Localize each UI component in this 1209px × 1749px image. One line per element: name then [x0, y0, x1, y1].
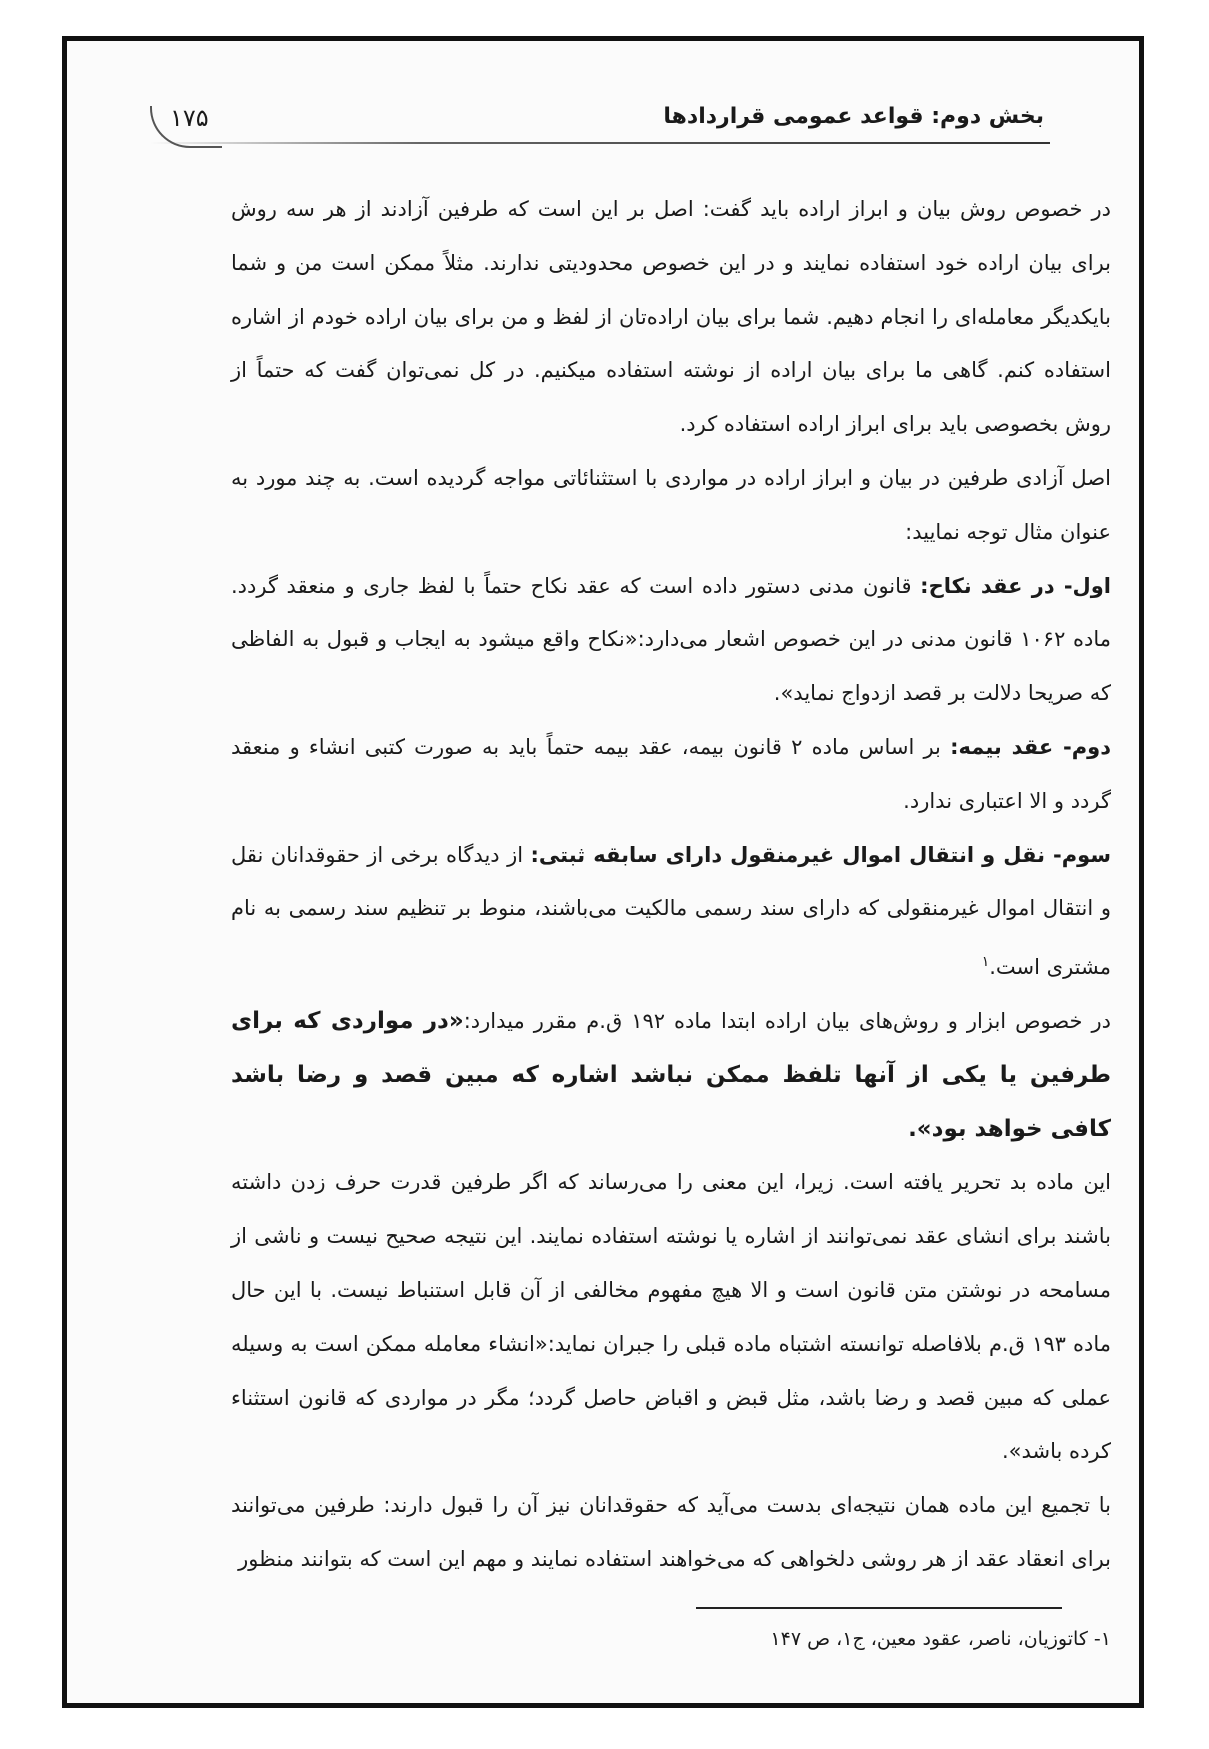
page-number: ۱۷۵	[170, 104, 209, 132]
paragraph: در خصوص روش بیان و ابراز اراده باید گفت: اصل بر این است که طرفین آزادند از هر سه روش برای بیان اراده خود استفاده نمایند و در این خصوص محدودیتی ندارند. مثلاً ممکن است من و شما بایکدیگر معامله‌ای را انجام دهیم. شما برای بیان اراده‌تان از لفظ و من برای بیان اراده خودم از اشاره استفاده کنم. گاهی ما برای بیان اراده از نوشته استفاده میکنیم. در کل نمی‌توان گفت که حتماً از روش بخصوصی باید برای ابراز اراده استفاده کرد.	[231, 197, 1111, 437]
footnote-rule	[696, 1607, 1062, 1609]
paragraph-lead: اول- در عقد نکاح:	[920, 573, 1112, 598]
paragraph-lead: سوم- نقل و انتقال اموال غیرمنقول دارای سابقه ثبتی:	[530, 842, 1111, 867]
paragraph: اول- در عقد نکاح: قانون مدنی دستور داده است که عقد نکاح حتماً با لفظ جاری و منعقد گردد. ماده ۱۰۶۲ قانون مدنی در این خصوص اشعار می‌دارد:«نکاح واقع میشود به ایجاب و قبول به الفاظی که صریحا دلالت بر قصد ازدواج نماید».	[231, 573, 1112, 706]
paragraph: در خصوص ابزار و روش‌های بیان اراده ابتدا ماده ۱۹۲ ق.م مقرر میدارد:«در مواردی که برای طرفین یا یکی از آنها تلفظ ممکن نباشد اشاره که مبین قصد و رضا باشد کافی خواهد بود».	[231, 1007, 1112, 1142]
paragraph-lead: دوم- عقد بیمه:	[950, 734, 1111, 759]
quoted-article: «در مواردی که برای طرفین یا یکی از آنها تلفظ ممکن نباشد اشاره که مبین قصد و رضا باشد کافی خواهد بود».	[231, 1007, 1111, 1142]
paragraph: اصل آزادی طرفین در بیان و ابراز اراده در مواردی با استثنائاتی مواجه گردیده است. به چند مورد به عنوان مثال توجه نمایید:	[231, 465, 1111, 544]
footnote-marker: ۱	[981, 954, 990, 971]
paragraph: با تجمیع این ماده همان نتیجه‌ای بدست می‌آید که حقوقدانان نیز آن را قبول دارند: طرفین می‌توانند برای انعقاد عقد از هر روشی دلخواهی که می‌خواهند استفاده نمایند و مهم این است که بتوانند منظور	[231, 1493, 1111, 1571]
running-title: بخش دوم: قواعد عمومی قراردادها	[663, 104, 1044, 129]
paragraph: سوم- نقل و انتقال اموال غیرمنقول دارای سابقه ثبتی: از دیدگاه برخی از حقوقدانان نقل و انتقال اموال غیرمنقولی که دارای سند رسمی مالکیت می‌باشند، منوط بر تنظیم سند رسمی به نام مشتری است.$^۱$	[231, 842, 1111, 980]
paragraph: این ماده بد تحریر یافته است. زیرا، این معنی را می‌رساند که اگر طرفین قدرت حرف زدن داشته باشند برای انشای عقد نمی‌توانند از اشاره یا نوشته استفاده نمایند. این نتیجه صحیح نیست و ناشی از مسامحه در نوشتن متن قانون است و الا هیچ مفهوم مخالفی از آن قابل استنباط نیست. با این حال ماده ۱۹۳ ق.م بلافاصله توانسته اشتباه ماده قبلی را جبران نماید:«انشاء معامله ممکن است به وسیله عملی که مبین قصد و رضا باشد، مثل قبض و اقباض حاصل گردد؛ مگر در مواردی که قانون استثناء کرده باشد».	[231, 1170, 1112, 1464]
page-header	[150, 70, 1044, 145]
footnote: ۱- کاتوزیان، ناصر، عقود معین، ج۱، ص ۱۴۷	[770, 1628, 1111, 1650]
paragraph: دوم- عقد بیمه: بر اساس ماده ۲ قانون بیمه، عقد بیمه حتماً باید به صورت کتبی انشاء و منعقد گردد و الا اعتباری ندارد.	[231, 734, 1111, 813]
body-text	[231, 183, 1111, 1587]
header-rule	[150, 142, 1050, 144]
